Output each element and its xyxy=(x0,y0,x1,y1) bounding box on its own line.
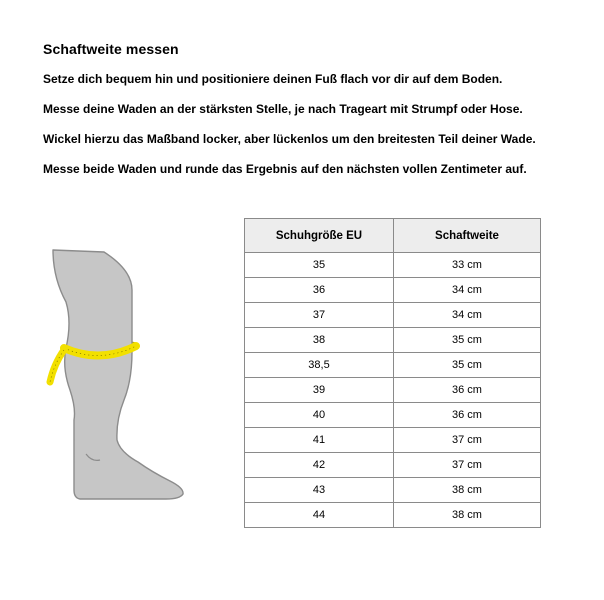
column-header-shoe-size: Schuhgröße EU xyxy=(245,219,394,253)
shaft-width-cell: 34 cm xyxy=(394,303,541,328)
shoe-size-cell: 44 xyxy=(245,503,394,528)
leg-shape xyxy=(53,250,183,499)
shoe-size-cell: 38,5 xyxy=(245,353,394,378)
table-row xyxy=(245,428,541,453)
shoe-size-cell: 35 xyxy=(245,253,394,278)
table-row xyxy=(245,453,541,478)
instruction-line: Wickel hierzu das Maßband locker, aber lückenlos um den breitesten Teil deiner Wade. xyxy=(43,132,536,146)
shaft-width-cell: 38 cm xyxy=(394,503,541,528)
table-row xyxy=(245,353,541,378)
table-row xyxy=(245,478,541,503)
table-row xyxy=(245,328,541,353)
page-title: Schaftweite messen xyxy=(43,41,179,57)
shaft-width-cell: 35 cm xyxy=(394,353,541,378)
table-row xyxy=(245,303,541,328)
table-header-row xyxy=(245,219,541,253)
table-row xyxy=(245,503,541,528)
shaft-width-cell: 37 cm xyxy=(394,428,541,453)
table-row xyxy=(245,403,541,428)
shoe-size-cell: 40 xyxy=(245,403,394,428)
leg-with-measuring-tape-icon xyxy=(40,240,200,510)
table-row xyxy=(245,378,541,403)
column-header-shaft-width: Schaftweite xyxy=(394,219,541,253)
shoe-size-cell: 43 xyxy=(245,478,394,503)
shoe-size-cell: 36 xyxy=(245,278,394,303)
shaft-width-cell: 33 cm xyxy=(394,253,541,278)
size-table xyxy=(244,218,541,528)
shoe-size-cell: 42 xyxy=(245,453,394,478)
shoe-size-cell: 41 xyxy=(245,428,394,453)
table-row xyxy=(245,253,541,278)
shoe-size-cell: 37 xyxy=(245,303,394,328)
shaft-width-cell: 35 cm xyxy=(394,328,541,353)
shaft-width-cell: 38 cm xyxy=(394,478,541,503)
shaft-width-cell: 37 cm xyxy=(394,453,541,478)
instruction-line: Messe beide Waden und runde das Ergebnis auf den nächsten vollen Zentimeter auf. xyxy=(43,162,527,176)
instruction-line: Setze dich bequem hin und positioniere deinen Fuß flach vor dir auf dem Boden. xyxy=(43,72,503,86)
instruction-line: Messe deine Waden an der stärksten Stelle, je nach Trageart mit Strumpf oder Hose. xyxy=(43,102,523,116)
shaft-width-cell: 34 cm xyxy=(394,278,541,303)
shaft-width-cell: 36 cm xyxy=(394,378,541,403)
shaft-width-cell: 36 cm xyxy=(394,403,541,428)
tape-end xyxy=(50,350,64,382)
instructions-list xyxy=(43,72,588,192)
shoe-size-cell: 38 xyxy=(245,328,394,353)
shoe-size-cell: 39 xyxy=(245,378,394,403)
table-row xyxy=(245,278,541,303)
